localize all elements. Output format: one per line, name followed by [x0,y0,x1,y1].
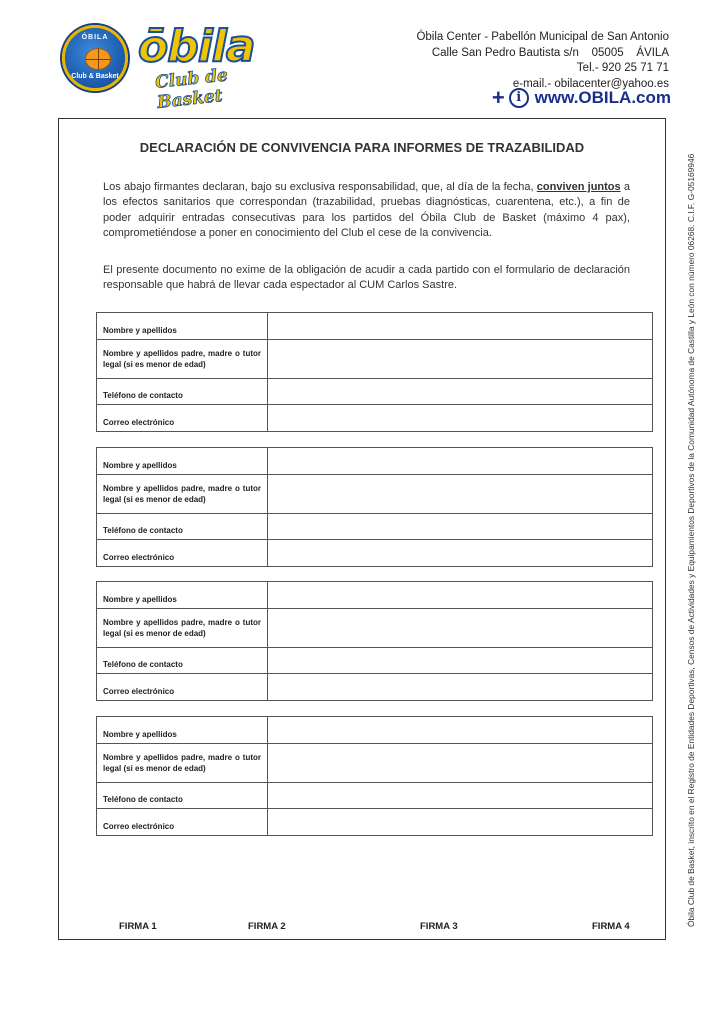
disclaimer-paragraph: El presente documento no exime de la obligación de acudir a cada partido con el formulario de declaración responsable que habrá de llevar cada espectador al CUM Carlos Sastre. [103,264,630,292]
label-guardian: Nombre y apellidos padre, madre o tutor legal (si es menor de edad) [97,475,268,513]
input-guardian-4[interactable] [268,744,652,782]
label-name: Nombre y apellidos [97,313,268,339]
label-phone: Teléfono de contacto [97,648,268,673]
input-phone-3[interactable] [268,648,652,673]
document-title: DECLARACIÓN DE CONVIVENCIA PARA INFORMES DE TRAZABILIDAD [139,140,585,155]
input-guardian-1[interactable] [268,340,652,378]
registry-side-note: Óbila Club de Basket, inscrito en el Registro de Entidades Deportivas, Censos de Actividades y Equipamientos Deportivos de la Comunidad Autónoma de Castilla y León con número 06268. C.I.F. G-05169946 [686,153,696,927]
input-name-1[interactable] [268,313,652,339]
label-phone: Teléfono de contacto [97,783,268,808]
declaration-paragraph: Los abajo firmantes declaran, bajo su exclusiva responsabilidad, que, al día de la fecha, conviven juntos a los efectos sanitarios que correspondan (trazabilidad, pruebas diagnósticas, cuarentena, etc.), a fin de poder adquirir entradas consecutivas para los partidos del Óbila Club de Basket (máximo 4 pax), comprometiéndose a poner en conocimiento del Club el cese de la convivencia. [103,181,630,239]
contact-block [416,30,669,92]
club-logo [62,25,128,91]
label-email: Correo electrónico [97,405,268,431]
input-email-4[interactable] [268,809,652,835]
basketball-icon [85,48,111,70]
label-name: Nombre y apellidos [97,448,268,474]
input-guardian-3[interactable] [268,609,652,647]
label-email: Correo electrónico [97,809,268,835]
label-guardian: Nombre y apellidos padre, madre o tutor legal (si es menor de edad) [97,609,268,647]
person-form-1 [96,312,653,432]
brand-wordmark [138,21,288,113]
signature-label-2: FIRMA 2 [248,921,286,932]
label-phone: Teléfono de contacto [97,379,268,404]
signature-label-1: FIRMA 1 [119,921,157,932]
contact-street: Calle San Pedro Bautista s/n 05005 ÁVILA [431,46,669,59]
logo-ring-top-text: ÓBILA [81,34,109,41]
logo-ring-bottom-text: Club & Basket [71,73,119,80]
contact-phone: Tel.- 920 25 71 71 [576,62,669,74]
label-email: Correo electrónico [97,674,268,700]
label-guardian: Nombre y apellidos padre, madre o tutor legal (si es menor de edad) [97,340,268,378]
input-phone-1[interactable] [268,379,652,404]
label-guardian: Nombre y apellidos padre, madre o tutor legal (si es menor de edad) [97,744,268,782]
person-form-3 [96,581,653,701]
brand-sub-text: Club de Basket [154,65,229,113]
input-phone-4[interactable] [268,783,652,808]
website-link[interactable] [491,85,671,110]
input-email-2[interactable] [268,540,652,566]
person-form-4 [96,716,653,836]
input-name-4[interactable] [268,717,652,743]
brand-main-text: ōbila [138,21,255,72]
label-name: Nombre y apellidos [97,717,268,743]
website-url[interactable]: www.OBILA.com [534,88,671,107]
contact-email: e-mail.- obilacenter@yahoo.es [512,77,669,90]
letterhead [0,0,723,115]
plus-icon: + [491,85,505,110]
label-name: Nombre y apellidos [97,582,268,608]
label-phone: Teléfono de contacto [97,514,268,539]
signature-label-4: FIRMA 4 [592,921,630,932]
label-email: Correo electrónico [97,540,268,566]
input-email-3[interactable] [268,674,652,700]
contact-address: Óbila Center - Pabellón Municipal de San Antonio [416,31,669,43]
input-name-2[interactable] [268,448,652,474]
input-email-1[interactable] [268,405,652,431]
emphasis-conviven-juntos: conviven juntos [536,181,621,193]
signature-label-3: FIRMA 3 [420,921,458,932]
info-icon: i [509,88,529,108]
input-guardian-2[interactable] [268,475,652,513]
input-phone-2[interactable] [268,514,652,539]
person-form-2 [96,447,653,567]
input-name-3[interactable] [268,582,652,608]
